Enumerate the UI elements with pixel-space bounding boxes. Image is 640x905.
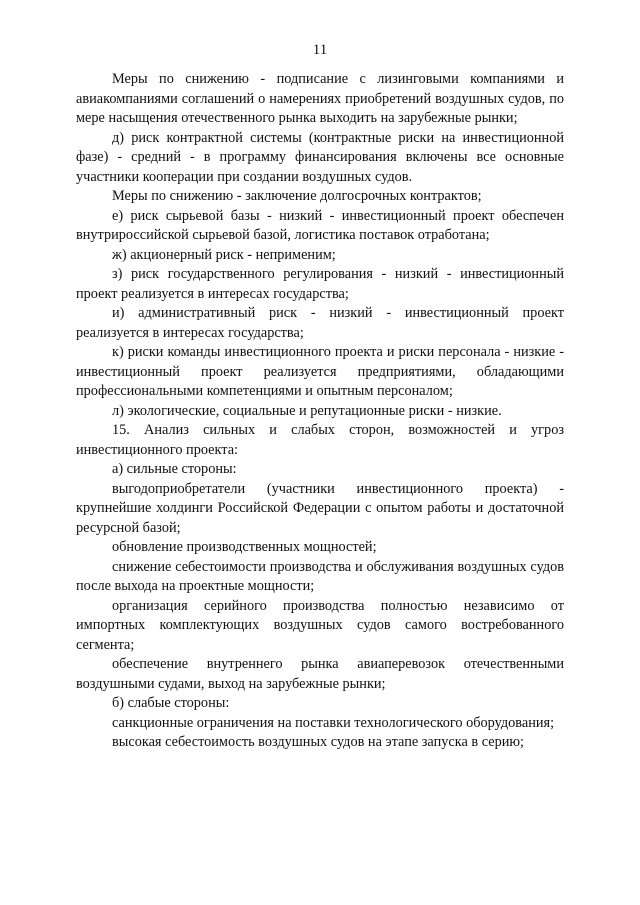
paragraph: б) слабые стороны: <box>112 695 230 711</box>
paragraph: а) сильные стороны: <box>112 461 237 477</box>
paragraph: организация серийного производства полностью независимо от импортных комплектующих воздушных судов самого востребованного сегмента; <box>76 597 564 653</box>
paragraph: обновление производственных мощностей; <box>112 539 377 555</box>
document-body <box>76 70 564 753</box>
paragraph: ж) акционерный риск - неприменим; <box>112 246 336 263</box>
paragraph: санкционные ограничения на поставки технологического оборудования; <box>112 714 555 731</box>
paragraph: к) риски команды инвестиционного проекта и риски персонала - низкие - инвестиционный проект реализуется предприятиями, обладающими профессиональными компетенциями и опытным персоналом; <box>76 344 564 399</box>
paragraph: л) экологические, социальные и репутационные риски - низкие. <box>112 402 502 419</box>
paragraph: Меры по снижению - подписание с лизинговыми компаниями и авиакомпаниями соглашений о намерениях приобретений воздушных судов, по мере насыщения отечественного рынка выходить на зарубежные рынки; <box>76 71 564 126</box>
paragraph: выгодоприобретатели (участники инвестиционного проекта) - крупнейшие холдинги Российской Федерации с опытом работы и достаточной ресурсной базой; <box>76 480 564 536</box>
paragraph: 15. Анализ сильных и слабых сторон, возможностей и угроз инвестиционного проекта: <box>76 422 564 458</box>
paragraph: е) риск сырьевой базы - низкий - инвестиционный проект обеспечен внутрироссийской сырьевой базой, логистика поставок отработана; <box>76 207 564 243</box>
paragraph: д) риск контрактной системы (контрактные риски на инвестиционной фазе) - средний - в программу финансирования включены все основные участники кооперации при создании воздушных судов. <box>76 129 564 185</box>
paragraph: высокая себестоимость воздушных судов на этапе запуска в серию; <box>112 734 525 750</box>
paragraph: и) административный риск - низкий - инвестиционный проект реализуется в интересах государства; <box>76 305 564 341</box>
page-number: 11 <box>312 42 328 58</box>
paragraph: Меры по снижению - заключение долгосрочных контрактов; <box>112 188 482 204</box>
paragraph: з) риск государственного регулирования - низкий - инвестиционный проект реализуется в интересах государства; <box>76 266 564 302</box>
paragraph: обеспечение внутреннего рынка авиаперевозок отечественными воздушными судами, выход на зарубежные рынки; <box>76 656 564 692</box>
paragraph: снижение себестоимости производства и обслуживания воздушных судов после выхода на проектные мощности; <box>76 558 564 594</box>
